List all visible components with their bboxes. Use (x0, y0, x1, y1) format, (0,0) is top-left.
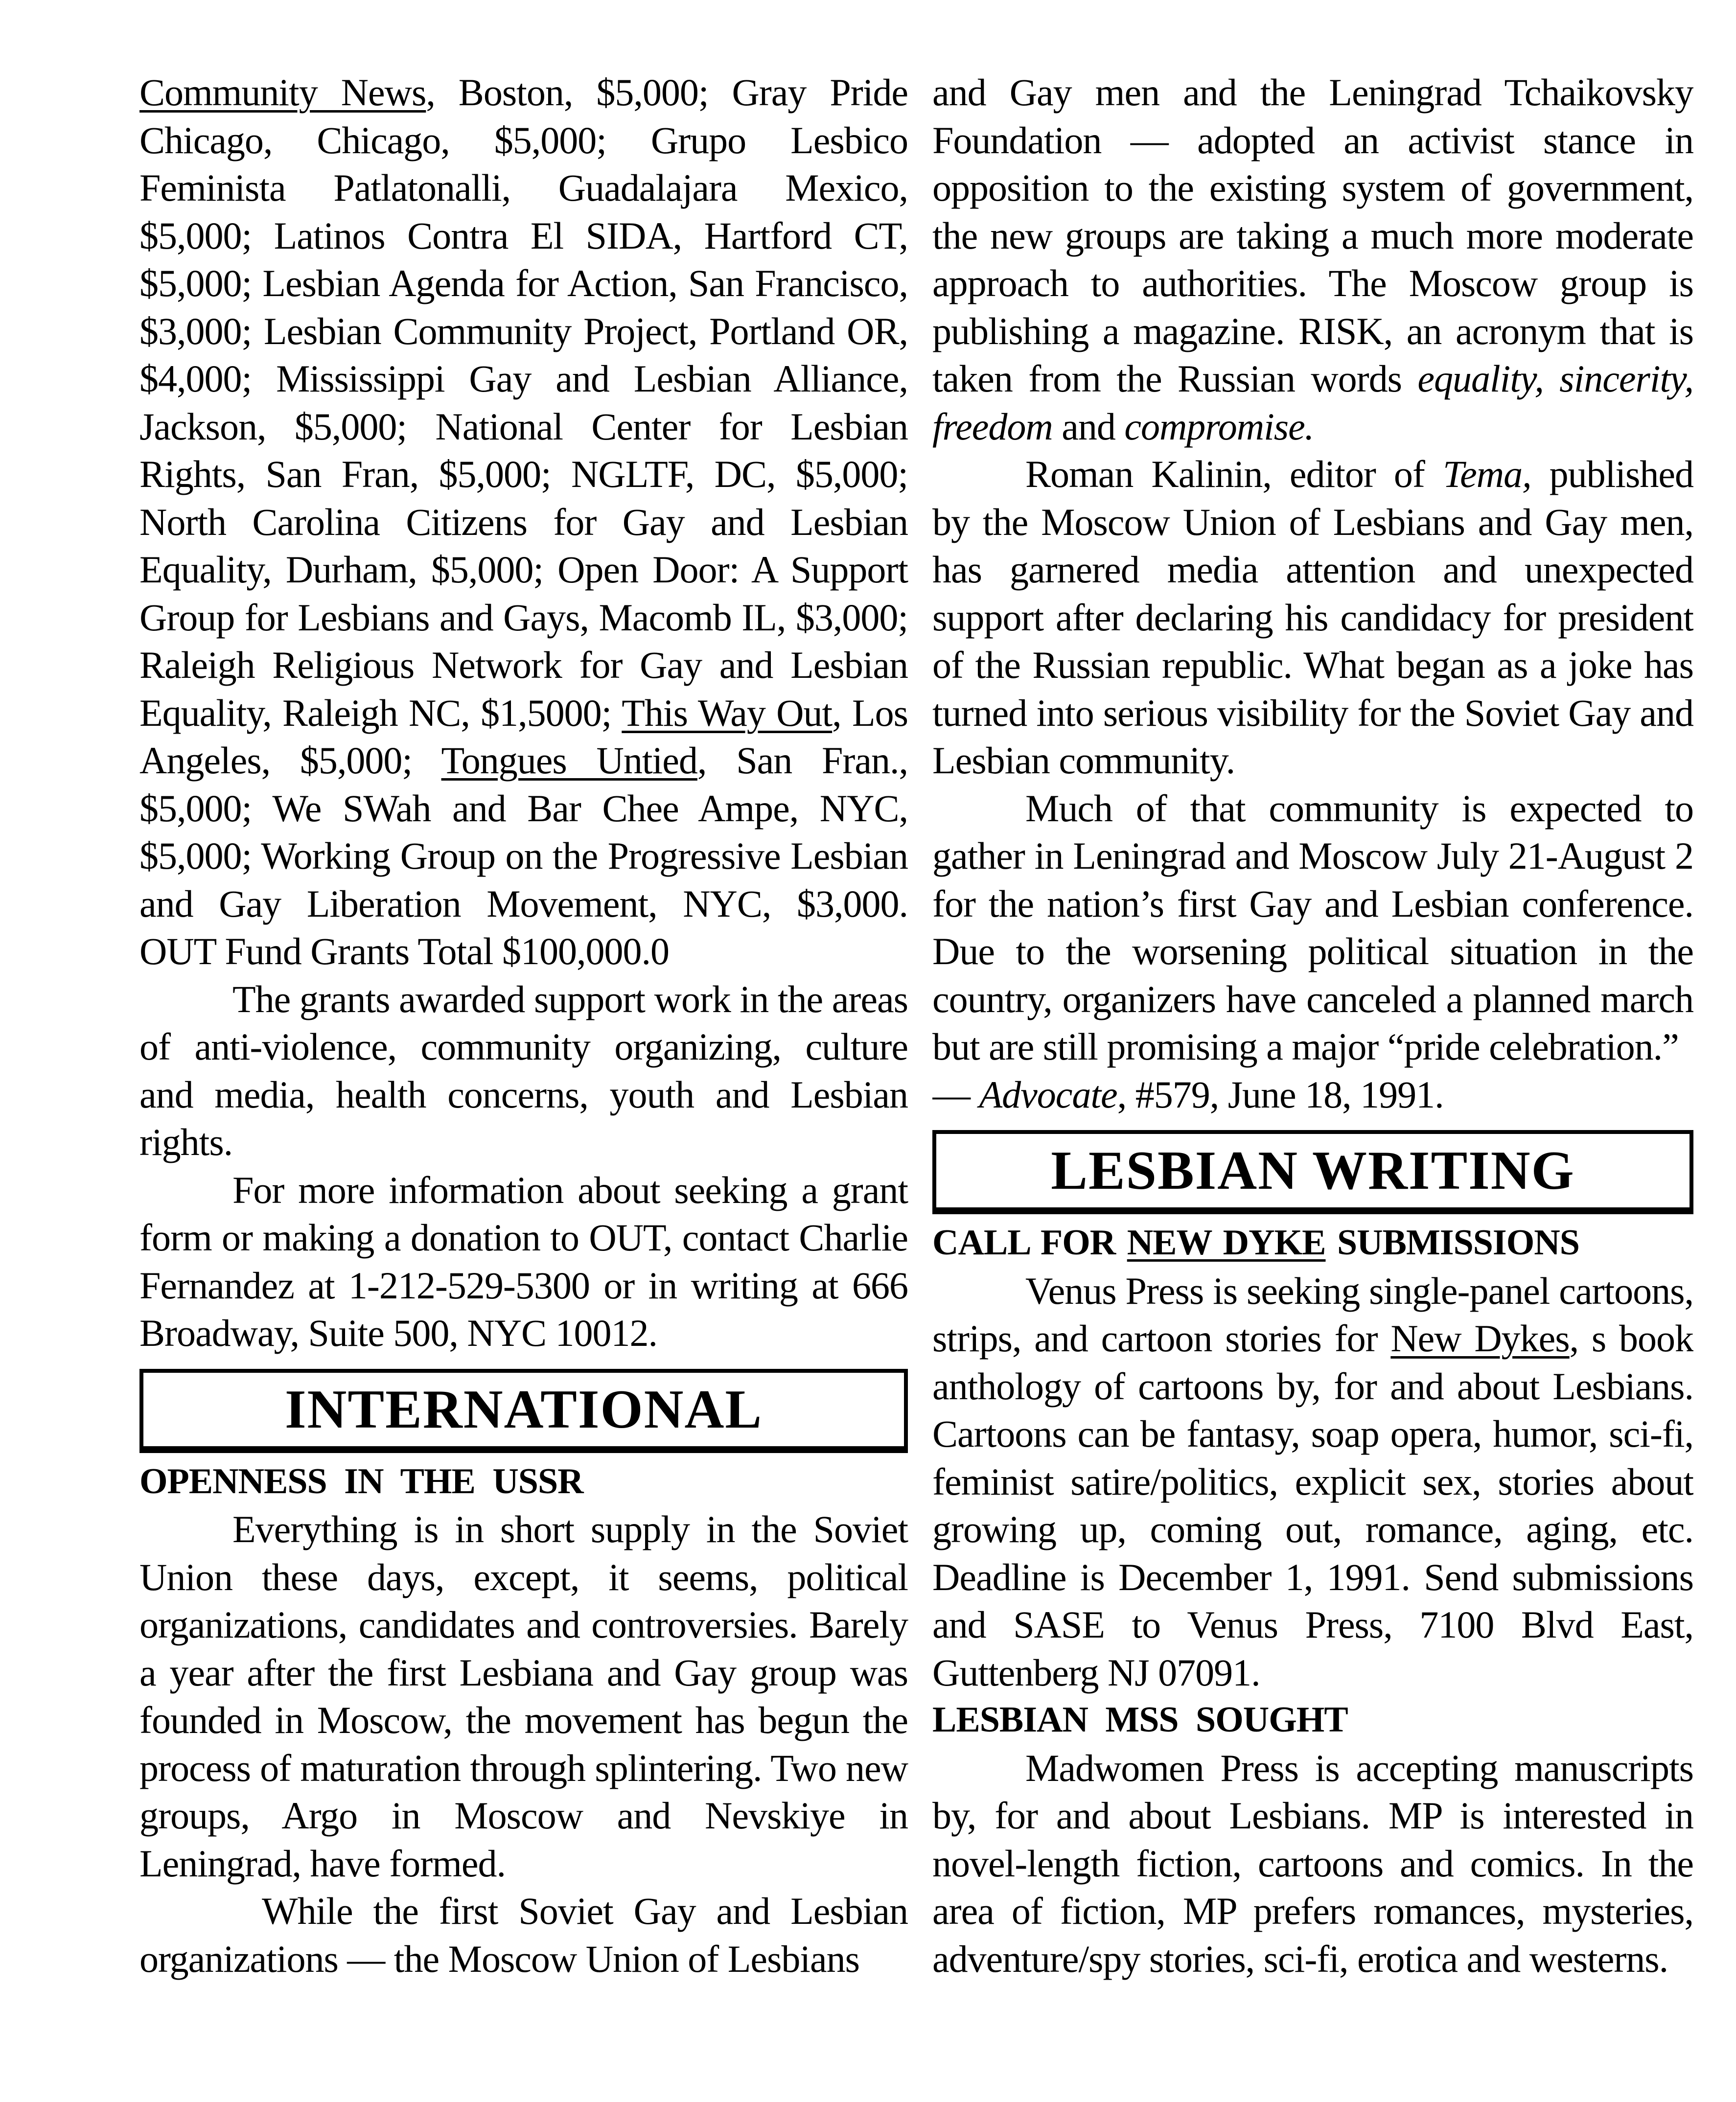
citation-dash: — (932, 1073, 979, 1116)
italic-words: equality, sincerity, freedom (932, 357, 1693, 448)
left-column (139, 69, 908, 1983)
right-column (932, 69, 1693, 1983)
grants-list-text: , Los Angeles, $5,000; (139, 691, 908, 782)
headline-text: SUBMISSIONS (1325, 1223, 1579, 1263)
ussr-paragraph-1: Everything is in short supply in the Soviet Union these days, except, it seems, political organizations, candidates and controversies. Barely a year after the first Lesbiana and Gay group was founded in Moscow, the movement has begun the process of maturation through splintering. Two new groups, Argo in Moscow and Nevskiye in Leningrad, have formed. (139, 1508, 908, 1885)
article-headline-new-dyke (932, 1219, 1693, 1267)
section-title: LESBIAN WRITING (1051, 1140, 1575, 1201)
conference-paragraph: Much of that community is expected to gather in Leningrad and Moscow July 21-August 2 for the nation’s first Gay and Lesbian conference. Due to the worsening political situation in the country, organizers have canceled a planned march but are still promising a major “pride celebration.” (932, 786, 1693, 1068)
citation-details: , #579, June 18, 1991. (1117, 1073, 1444, 1116)
kalinin-paragraph (932, 450, 1693, 785)
magazine-title-tema: Tema, (1442, 453, 1531, 495)
publication-title-community-news: Community News (139, 71, 426, 114)
article-headline-mss-sought: LESBIAN MSS SOUGHT (932, 1700, 1348, 1740)
citation-source: Advocate (979, 1073, 1117, 1116)
italic-word: compromise. (1124, 405, 1314, 448)
ussr-paragraph-2: While the first Soviet Gay and Lesbian organizations — the Moscow Union of Lesbians (139, 1890, 908, 1980)
grants-list-text: , San Fran., $5,000; We SWah and Bar Chee Ampe, NYC, $5,000; Working Group on the Progressive Lesbian and Gay Liberation Movement, NYC, $3,000. OUT Fund Grants Total $100,000.0 (139, 739, 908, 972)
article-headline-openness: OPENNESS IN THE USSR (139, 1461, 583, 1501)
body-text: Venus Press is seeking single-panel cartoons, strips, and cartoon stories for (932, 1269, 1693, 1360)
venus-press-paragraph (932, 1267, 1693, 1697)
contact-paragraph: For more information about seeking a grant form or making a donation to OUT, contact Charlie Fernandez at 1-212-529-5300 or in writing at 666 Broadway, Suite 500, NYC 10012. (139, 1168, 908, 1354)
body-text: and Gay men and the Leningrad Tchaikovsky Foundation — adopted an activist stance in opposition to the existing system of government, the new groups are taking a much more moderate approach to authorities. The Moscow group is publishing a magazine. RISK, an acronym that is taken from the Russian words (932, 71, 1693, 400)
section-header-international (139, 1369, 908, 1453)
grants-list-paragraph (139, 69, 908, 975)
body-text: , s book anthology of cartoons by, for and about Lesbians. Cartoons can be fantasy, soap opera, humor, sci-fi, feminist satire/politics, explicit sex, stories about growing up, coming out, romance, aging, etc. Deadline is December 1, 1991. Send submissions and SASE to Venus Press, 7100 Blvd East, Guttenberg NJ 07091. (932, 1317, 1693, 1694)
publication-title-tongues-untied: Tongues Untied (441, 739, 697, 782)
citation (932, 1071, 1693, 1119)
section-header-lesbian-writing (932, 1130, 1693, 1214)
body-text: and (1052, 405, 1125, 448)
headline-underlined: NEW DYKE (1127, 1223, 1326, 1263)
madwomen-press-paragraph: Madwomen Press is accepting manuscripts by, for and about Lesbians. MP is interested in novel-length fiction, cartoons and comics. In the area of fiction, MP prefers romances, mysteries, adventure/spy stories, sci-fi, erotica and westerns. (932, 1746, 1693, 1980)
ussr-continuation-paragraph (932, 69, 1693, 450)
headline-text: CALL FOR (932, 1223, 1127, 1263)
publication-title-this-way-out: This Way Out (622, 691, 833, 734)
grants-list-text: , Boston, $5,000; Gray Pride Chicago, Chicago, $5,000; Grupo Lesbico Feminista Patlatonalli, Guadalajara Mexico, $5,000; Latinos Contra El SIDA, Hartford CT, $5,000; Lesbian Agenda for Action, San Francisco, $3,000; Lesbian Community Project, Portland OR, $4,000; Mississippi Gay and Lesbian Alliance, Jackson, $5,000; National Center for Lesbian Rights, San Fran, $5,000; NGLTF, DC, $5,000; North Carolina Citizens for Gay and Lesbian Equality, Durham, $5,000; Open Door: A Support Group for Lesbians and Gays, Macomb IL, $3,000; Raleigh Religious Network for Gay and Lesbian Equality, Raleigh NC, $1,5000; (139, 71, 908, 734)
body-text: Roman Kalinin, editor of (1025, 453, 1443, 495)
body-text: published by the Moscow Union of Lesbians and Gay men, has garnered media attention and unexpected support after declaring his candidacy for president of the Russian republic. What began as a joke has turned into serious visibility for the Soviet Gay and Lesbian community. (932, 453, 1693, 782)
section-title: INTERNATIONAL (284, 1379, 763, 1440)
publication-title-new-dykes: New Dykes (1390, 1317, 1570, 1360)
grants-areas-paragraph: The grants awarded support work in the areas of anti-violence, community organizing, culture and media, health concerns, youth and Lesbian rights. (139, 977, 908, 1163)
